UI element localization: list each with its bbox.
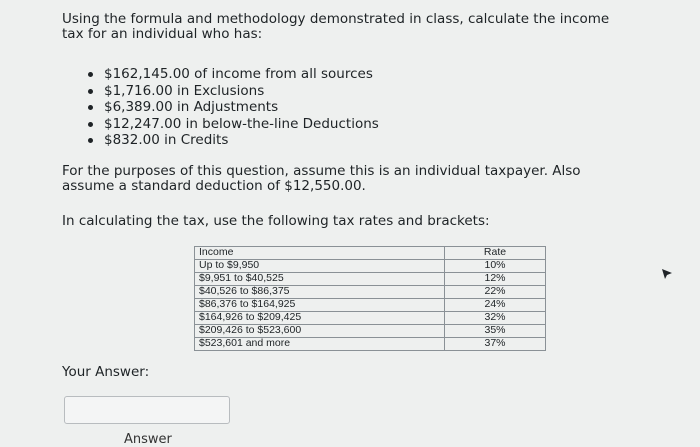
bracket-income: $86,376 to $164,925 — [195, 299, 445, 312]
table-row — [195, 286, 546, 299]
table-header-row — [195, 247, 546, 260]
bracket-rate: 22% — [445, 286, 546, 299]
tax-brackets-table — [194, 246, 546, 351]
bracket-income: $523,601 and more — [195, 338, 445, 351]
answer-input[interactable] — [64, 396, 230, 424]
bracket-rate: 32% — [445, 312, 546, 325]
condition-adjustments: $6,389.00 in Adjustments — [88, 99, 379, 116]
condition-exclusions: $1,716.00 in Exclusions — [88, 83, 379, 100]
bracket-rate: 37% — [445, 338, 546, 351]
assumption-text: For the purposes of this question, assume this is an individual taxpayer. Also assume a standard deduction of $12,550.00. — [62, 163, 581, 194]
your-answer-label: Your Answer: — [62, 364, 150, 380]
table-row — [195, 260, 546, 273]
table-row — [195, 338, 546, 351]
bracket-rate: 35% — [445, 325, 546, 338]
condition-income: $162,145.00 of income from all sources — [88, 66, 379, 83]
condition-credits: $832.00 in Credits — [88, 132, 379, 149]
bracket-rate: 10% — [445, 260, 546, 273]
condition-deductions: $12,247.00 in below-the-line Deductions — [88, 116, 379, 133]
rate-header: Rate — [445, 247, 546, 260]
bracket-income: $9,951 to $40,525 — [195, 273, 445, 286]
brackets-intro: In calculating the tax, use the following tax rates and brackets: — [62, 213, 490, 229]
arrow-cursor-icon — [661, 268, 673, 280]
table-row — [195, 273, 546, 286]
answer-caption: Answer — [124, 432, 172, 447]
income-header: Income — [195, 247, 445, 260]
table-row — [195, 299, 546, 312]
conditions-list — [88, 66, 379, 149]
bracket-income: $40,526 to $86,375 — [195, 286, 445, 299]
table-row — [195, 325, 546, 338]
bracket-income: $164,926 to $209,425 — [195, 312, 445, 325]
bracket-rate: 12% — [445, 273, 546, 286]
table-row — [195, 312, 546, 325]
bracket-income: $209,426 to $523,600 — [195, 325, 445, 338]
question-intro: Using the formula and methodology demonstrated in class, calculate the income tax for an individual who has: — [62, 11, 610, 42]
bracket-income: Up to $9,950 — [195, 260, 445, 273]
bracket-rate: 24% — [445, 299, 546, 312]
